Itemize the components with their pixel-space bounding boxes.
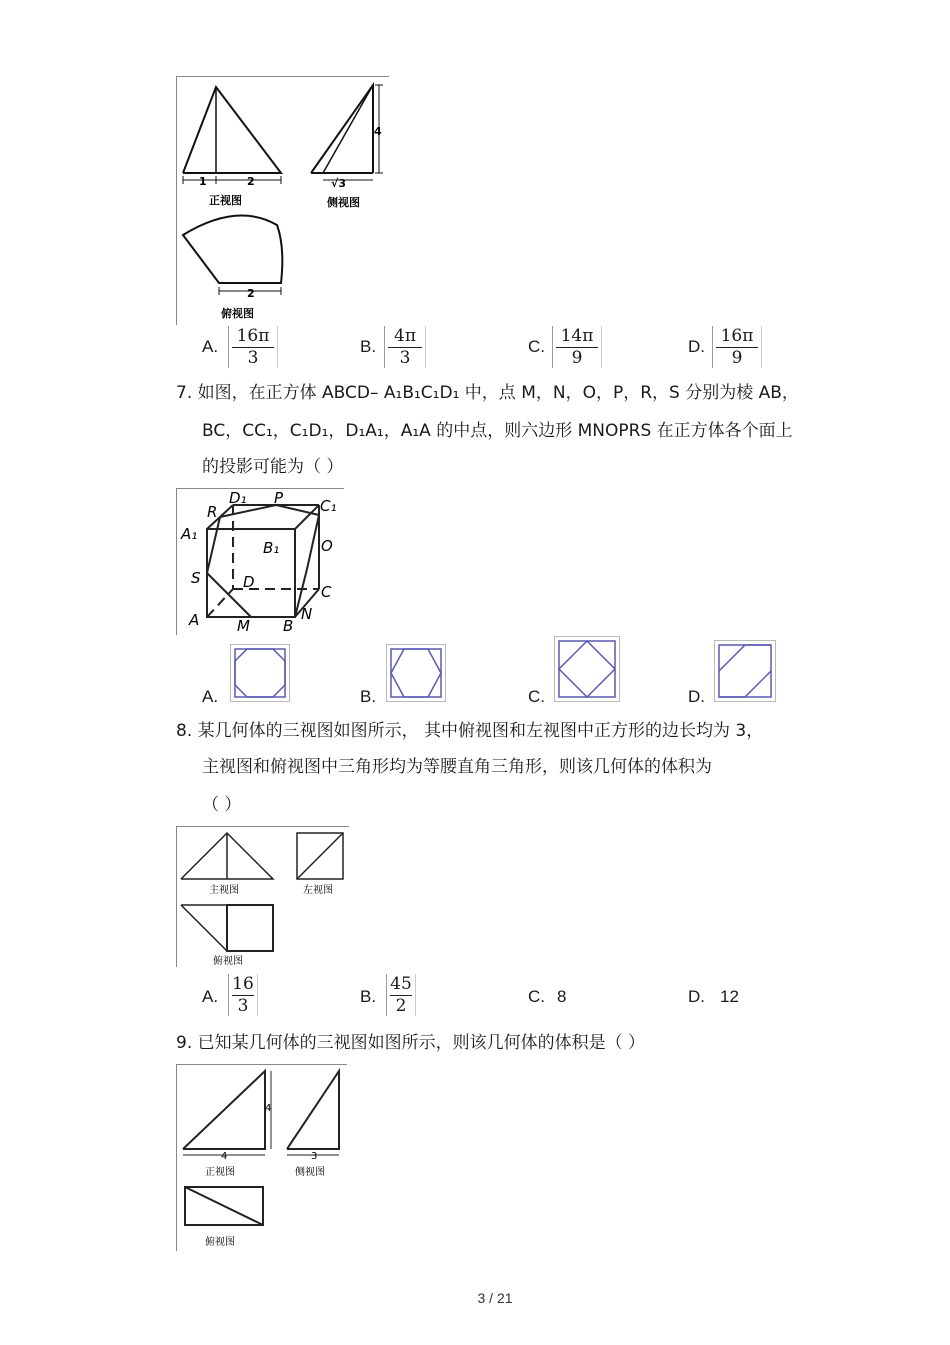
q8-option-a-numerator: 16 [232, 974, 254, 994]
q7-label-o: O [321, 537, 333, 555]
q8-figure-svg [177, 827, 349, 967]
q8-option-c-letter[interactable]: C. [528, 987, 545, 1006]
q9-front-dim-height: 4 [265, 1103, 272, 1114]
q7-label-a1: A₁ [181, 525, 198, 543]
q7-option-b-letter[interactable]: B. [360, 687, 377, 706]
q6-option-c-numerator: 14π [560, 326, 594, 346]
q8-front-label: 主视图 [209, 885, 239, 896]
q9-front-label: 正视图 [205, 1167, 235, 1178]
q6-front-dim-left: 1 [199, 175, 207, 188]
q6-top-label: 俯视图 [221, 307, 254, 320]
q7-label-d1: D₁ [229, 489, 247, 507]
q8-option-b-fraction [386, 974, 416, 1016]
q7-option-a-letter[interactable]: A. [202, 687, 219, 706]
q7-label-b1: B₁ [263, 539, 280, 557]
q6-option-b-fraction [384, 326, 426, 368]
q7-label-c: C [321, 583, 332, 601]
q6-front-label: 正视图 [209, 194, 242, 207]
q7-label-r: R [207, 503, 218, 521]
q6-side-dim-bottom: √3 [331, 177, 346, 190]
square-diamond-icon [554, 636, 620, 702]
q9-top-label: 俯视图 [205, 1237, 235, 1248]
q7-label-p: P [274, 489, 284, 507]
q8-option-d-letter[interactable]: D. [688, 987, 705, 1006]
q6-option-d-letter[interactable]: D. [688, 337, 705, 356]
q7-label-m: M [237, 617, 250, 635]
q7-label-s: S [191, 569, 201, 587]
q9-figure-svg [177, 1065, 347, 1251]
q6-option-c-letter[interactable]: C. [528, 337, 545, 356]
square-hexagon-icon [386, 644, 446, 702]
q6-front-dim-right: 2 [247, 175, 255, 188]
q9-front-dim-bottom: 4 [221, 1151, 228, 1162]
q7-label-n: N [301, 605, 313, 623]
q6-option-a-denominator: 3 [247, 348, 259, 368]
q7-cube-svg [177, 489, 344, 635]
q6-top-dim: 2 [247, 287, 255, 300]
q7-label-d: D [243, 573, 255, 591]
q6-option-c-fraction [552, 326, 602, 368]
q6-figure-svg [177, 77, 389, 325]
q7-option-d-letter[interactable]: D. [688, 687, 705, 706]
q6-option-a-fraction [228, 326, 278, 368]
q7-stem-line1: 7. 如图，在正方体 ABCD– A₁B₁C₁D₁ 中，点 M，N，O，P，R，S 分别为棱 AB， [176, 383, 799, 403]
q8-stem-line2: 主视图和俯视图中三角形均为等腰直角三角形，则该几何体的体积为 [202, 757, 712, 777]
page-number: 3 / 21 [477, 1290, 513, 1306]
q7-label-a: A [189, 611, 200, 629]
square-octagon-icon [230, 644, 290, 702]
q6-option-d-denominator: 9 [731, 348, 743, 368]
q6-three-view-figure [176, 76, 389, 325]
q6-option-c-denominator: 9 [571, 348, 583, 368]
q9-side-dim-bottom: 3 [311, 1151, 318, 1162]
q6-side-dim-height: 4 [374, 125, 382, 138]
q8-option-b-letter[interactable]: B. [360, 987, 377, 1006]
q8-option-c-value: 8 [557, 987, 567, 1006]
q8-stem-line1: 8. 某几何体的三视图如图所示， 其中俯视图和左视图中正方形的边长均为 3， [176, 721, 764, 741]
q7-label-c1: C₁ [320, 497, 337, 515]
q7-stem-line3: 的投影可能为（ ） [202, 457, 344, 477]
q6-side-label: 侧视图 [327, 196, 360, 209]
q7-label-b: B [283, 617, 294, 635]
q9-side-label: 侧视图 [295, 1167, 325, 1178]
q8-option-d-value: 12 [720, 987, 739, 1006]
q6-option-b-numerator: 4π [394, 326, 416, 346]
q9-three-view-figure [176, 1064, 347, 1251]
q8-top-label: 俯视图 [213, 956, 243, 967]
q8-stem-line3: （ ） [202, 795, 242, 815]
q7-stem-line2: BC，CC₁，C₁D₁，D₁A₁，A₁A 的中点，则六边形 MNOPRS 在正方体各个面上 [202, 421, 793, 441]
q8-option-b-denominator: 2 [395, 996, 407, 1016]
q7-cube-figure [176, 488, 344, 635]
q6-option-a-numerator: 16π [236, 326, 270, 346]
q6-option-a-letter[interactable]: A. [202, 337, 219, 356]
q8-option-a-letter[interactable]: A. [202, 987, 219, 1006]
q8-option-a-fraction [228, 974, 258, 1016]
q9-stem-line1: 9. 已知某几何体的三视图如图所示，则该几何体的体积是（ ） [176, 1033, 646, 1053]
q7-option-c-letter[interactable]: C. [528, 687, 545, 706]
q8-left-label: 左视图 [303, 885, 333, 896]
q8-three-view-figure [176, 826, 349, 967]
q8-option-a-denominator: 3 [237, 996, 249, 1016]
square-diagonal-hexagon-icon [714, 640, 776, 702]
q6-option-d-numerator: 16π [720, 326, 754, 346]
q6-option-b-letter[interactable]: B. [360, 337, 377, 356]
q6-option-b-denominator: 3 [399, 348, 411, 368]
q6-option-d-fraction [712, 326, 762, 368]
q8-option-b-numerator: 45 [390, 974, 412, 994]
